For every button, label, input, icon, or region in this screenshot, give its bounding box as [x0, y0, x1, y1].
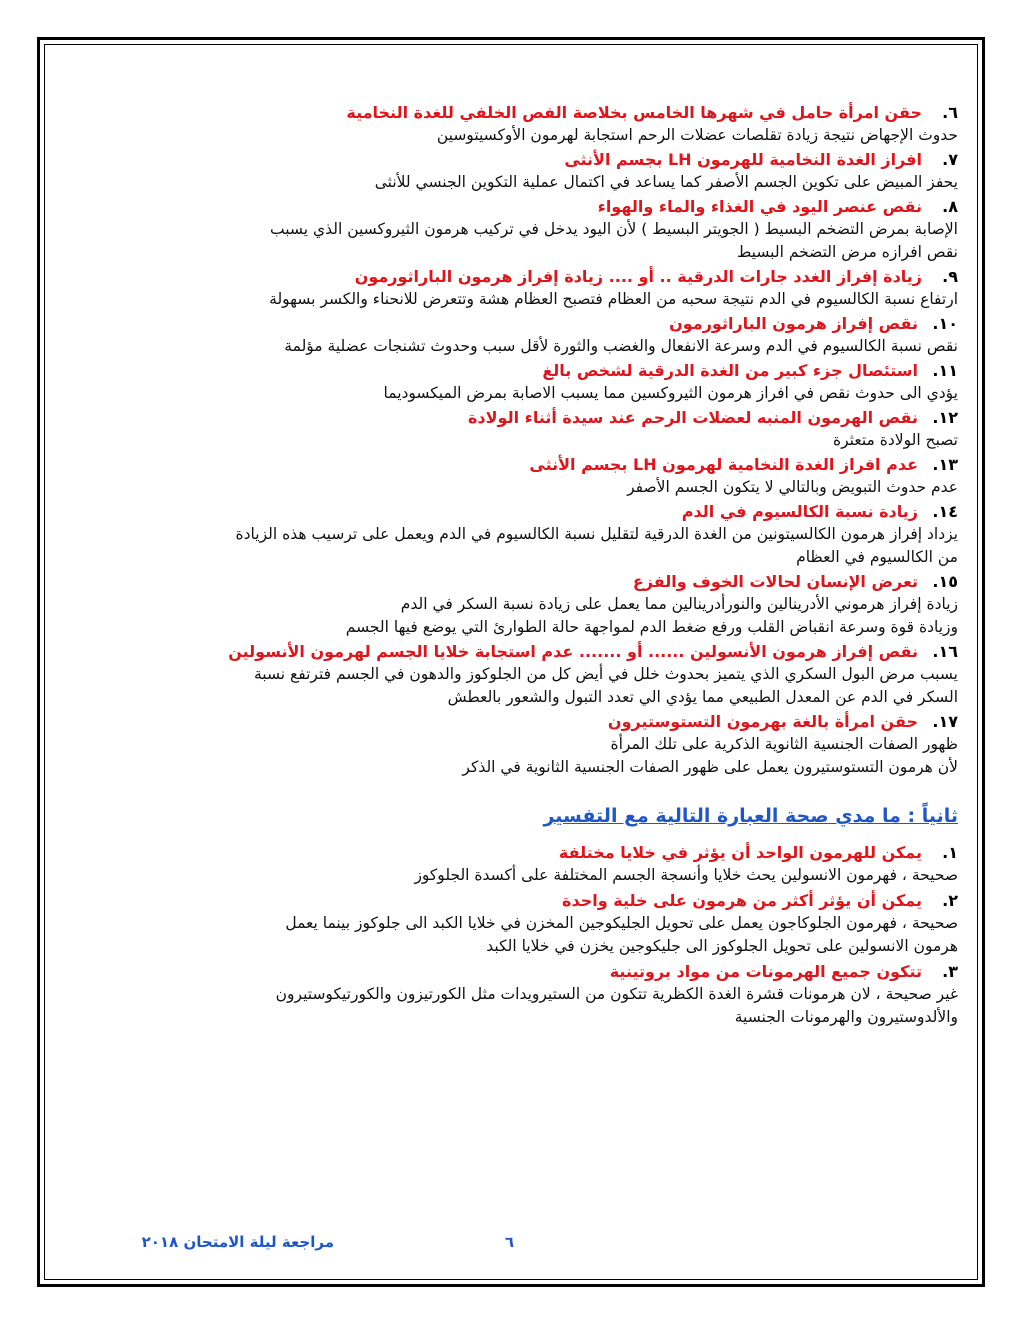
- item-answer-line: تصبح الولادة متعثرة: [833, 431, 958, 449]
- item-number: ١٢.: [932, 408, 958, 427]
- item-heading-text: حقن امرأة حامل في شهرها الخامس بخلاصة الفص الخلفي للغدة النخامية: [346, 103, 922, 122]
- list-item: [58, 570, 958, 639]
- item-heading-text: يمكن أن يؤثر أكثر من هرمون على خلية واحدة: [562, 891, 922, 910]
- item-answer-line: ظهور الصفات الجنسية الثانوية الذكرية على تلك المرأة: [610, 735, 958, 753]
- item-heading: [58, 841, 958, 864]
- item-number: ٨.: [942, 197, 958, 216]
- item-answer-line: يحفز المبيض على تكوين الجسم الأصفر كما يساعد في اكتمال عملية التكوين الجنسي للأنثى: [374, 173, 958, 191]
- item-heading-text: افراز الغدة النخامية للهرمون LH بجسم الأنثى: [564, 150, 922, 169]
- list-item: [58, 406, 958, 452]
- list-item: [58, 889, 958, 958]
- item-heading: [58, 889, 958, 912]
- item-heading: [58, 960, 958, 983]
- item-answer-line: نقص نسبة الكالسيوم في الدم وسرعة الانفعال والغضب والثورة لأقل سبب وحدوث تشنجات عضلية مؤلمة: [284, 337, 958, 355]
- item-heading-text: يمكن للهرمون الواحد أن يؤثر في خلايا مختلفة: [558, 843, 922, 862]
- item-answer-line: يسبب مرض البول السكري الذي يتميز بحدوث خلل في أيض كل من الجلوكوز والدهون في الجسم فترتفع نسبة: [253, 665, 958, 683]
- item-number: ١١.: [932, 361, 958, 380]
- item-number: ٦.: [942, 103, 958, 122]
- item-answer-line: صحيحة ، فهرمون الانسولين يحث خلايا وأنسجة الجسم المختلفة على أكسدة الجلوكوز: [414, 866, 958, 884]
- item-answer-line: لأن هرمون التستوستيرون يعمل على ظهور الصفات الجنسية الثانوية في الذكر: [462, 758, 958, 776]
- item-answer-line: نقص افرازه مرض التضخم البسيط: [736, 243, 958, 261]
- list-item: [58, 101, 958, 147]
- item-heading-text: زيادة نسبة الكالسيوم في الدم: [681, 502, 918, 521]
- item-heading: [58, 570, 958, 593]
- item-answer-line: والألدوستيرون والهرمونات الجنسية: [734, 1008, 958, 1026]
- list-item: [58, 312, 958, 358]
- item-answer-line: من الكالسيوم في العظام: [796, 548, 958, 566]
- item-answer-line: ارتفاع نسبة الكالسيوم في الدم نتيجة سحبه من العظام فتصبح العظام هشة وتتعرض للانحناء والكسر بسهولة: [269, 290, 958, 308]
- item-heading: [58, 453, 958, 476]
- list-item: [58, 453, 958, 499]
- item-number: ٣.: [942, 962, 958, 981]
- item-heading: [58, 101, 958, 124]
- item-number: ١٣.: [932, 455, 958, 474]
- item-heading-text: نقص الهرمون المنبه لعضلات الرحم عند سيدة أثناء الولادة: [467, 408, 918, 427]
- item-heading-text: نقص إفراز هرمون الأنسولين ...... أو ....... عدم استجابة خلايا الجسم لهرمون الأنسولين: [228, 642, 918, 661]
- item-number: ٢.: [942, 891, 958, 910]
- item-heading-text: حقن امرأة بالغة بهرمون التستوستيرون: [607, 712, 918, 731]
- document-content: [58, 100, 958, 1029]
- item-number: ١٠.: [932, 314, 958, 333]
- item-number: ١٧.: [932, 712, 958, 731]
- item-heading-text: نقص إفراز هرمون الباراثورمون: [669, 314, 918, 333]
- item-answer-line: يزداد إفراز هرمون الكالسيتونين من الغدة الدرقية لتقليل نسبة الكالسيوم في الدم ويعمل على ترسيب هذه الزيادة: [235, 525, 958, 543]
- item-number: ٧.: [942, 150, 958, 169]
- item-answer-line: زيادة إفراز هرموني الأدرينالين والنورأدرينالين مما يعمل على زيادة نسبة السكر في الدم: [400, 595, 958, 613]
- item-answer-line: غير صحيحة ، لان هرمونات قشرة الغدة الكظرية تتكون من الستيرويدات مثل الكورتيزون والكورتيكوستيرون: [275, 985, 958, 1003]
- item-heading: [58, 148, 958, 171]
- footer-title: مراجعة ليلة الامتحان ٢٠١٨: [141, 1233, 334, 1251]
- item-answer-line: صحيحة ، فهرمون الجلوكاجون يعمل على تحويل الجليكوجين المخزن في خلايا الكبد الى جلوكوز بينما يعمل: [285, 914, 958, 932]
- item-answer-line: حدوث الإجهاض نتيجة زيادة تقلصات عضلات الرحم استجابة لهرمون الأوكسيتوسين: [436, 126, 958, 144]
- item-heading-text: عدم افراز الغدة النخامية لهرمون LH بجسم الأنثى: [529, 455, 918, 474]
- page-number: ٦: [504, 1233, 514, 1251]
- item-heading-text: نقص عنصر اليود في الغذاء والماء والهواء: [597, 197, 922, 216]
- item-number: ٩.: [942, 267, 958, 286]
- list-item: [58, 148, 958, 194]
- list-item: [58, 640, 958, 709]
- item-answer-line: عدم حدوث التبويض وبالتالي لا يتكون الجسم الأصفر: [627, 478, 958, 496]
- section-title: ثانياً : ما مدي صحة العبارة التالية مع التفسير: [543, 805, 958, 827]
- item-answer-line: هرمون الانسولين على تحويل الجلوكوز الى جليكوجين يخزن في خلايا الكبد: [486, 937, 958, 955]
- item-heading: [58, 710, 958, 733]
- item-heading: [58, 265, 958, 288]
- list-item: [58, 710, 958, 779]
- item-heading-text: تتكون جميع الهرمونات من مواد بروتينية: [609, 962, 922, 981]
- list-item: [58, 195, 958, 264]
- item-heading: [58, 359, 958, 382]
- item-answer-line: يؤدي الى حدوث نقص في افراز هرمون الثيروكسين مما يسبب الاصابة بمرض الميكسوديما: [383, 384, 958, 402]
- page-footer: [66, 1233, 958, 1261]
- item-heading: [58, 312, 958, 335]
- item-heading-text: استئصال جزء كبير من الغدة الدرقية لشخص بالغ: [542, 361, 918, 380]
- item-heading-text: زيادة إفراز الغدد جارات الدرقية .. أو .... زيادة إفراز هرمون الباراثورمون: [354, 267, 922, 286]
- item-number: ١٦.: [932, 642, 958, 661]
- item-heading: [58, 500, 958, 523]
- item-heading-text: تعرض الإنسان لحالات الخوف والفزع: [632, 572, 918, 591]
- item-heading: [58, 406, 958, 429]
- item-heading: [58, 640, 958, 663]
- list-item: [58, 841, 958, 887]
- item-number: ١٥.: [932, 572, 958, 591]
- item-number: ١٤.: [932, 502, 958, 521]
- item-answer-line: وزيادة قوة وسرعة انقباض القلب ورفع ضغط الدم لمواجهة حالة الطوارئ التي يوضع فيها الجسم: [345, 618, 958, 636]
- item-answer-line: السكر في الدم عن المعدل الطبيعي مما يؤدي الي تعدد التبول والشعور بالعطش: [447, 688, 958, 706]
- list-item: [58, 265, 958, 311]
- list-item: [58, 359, 958, 405]
- true-false-list: [58, 841, 958, 1029]
- item-number: ١.: [942, 843, 958, 862]
- item-answer-line: الإصابة بمرض التضخم البسيط ( الجويتر البسيط ) لأن اليود يدخل في تركيب هرمون الثيروكسين الذي يسبب: [270, 220, 958, 238]
- question-list: [58, 101, 958, 779]
- list-item: [58, 960, 958, 1029]
- list-item: [58, 500, 958, 569]
- item-heading: [58, 195, 958, 218]
